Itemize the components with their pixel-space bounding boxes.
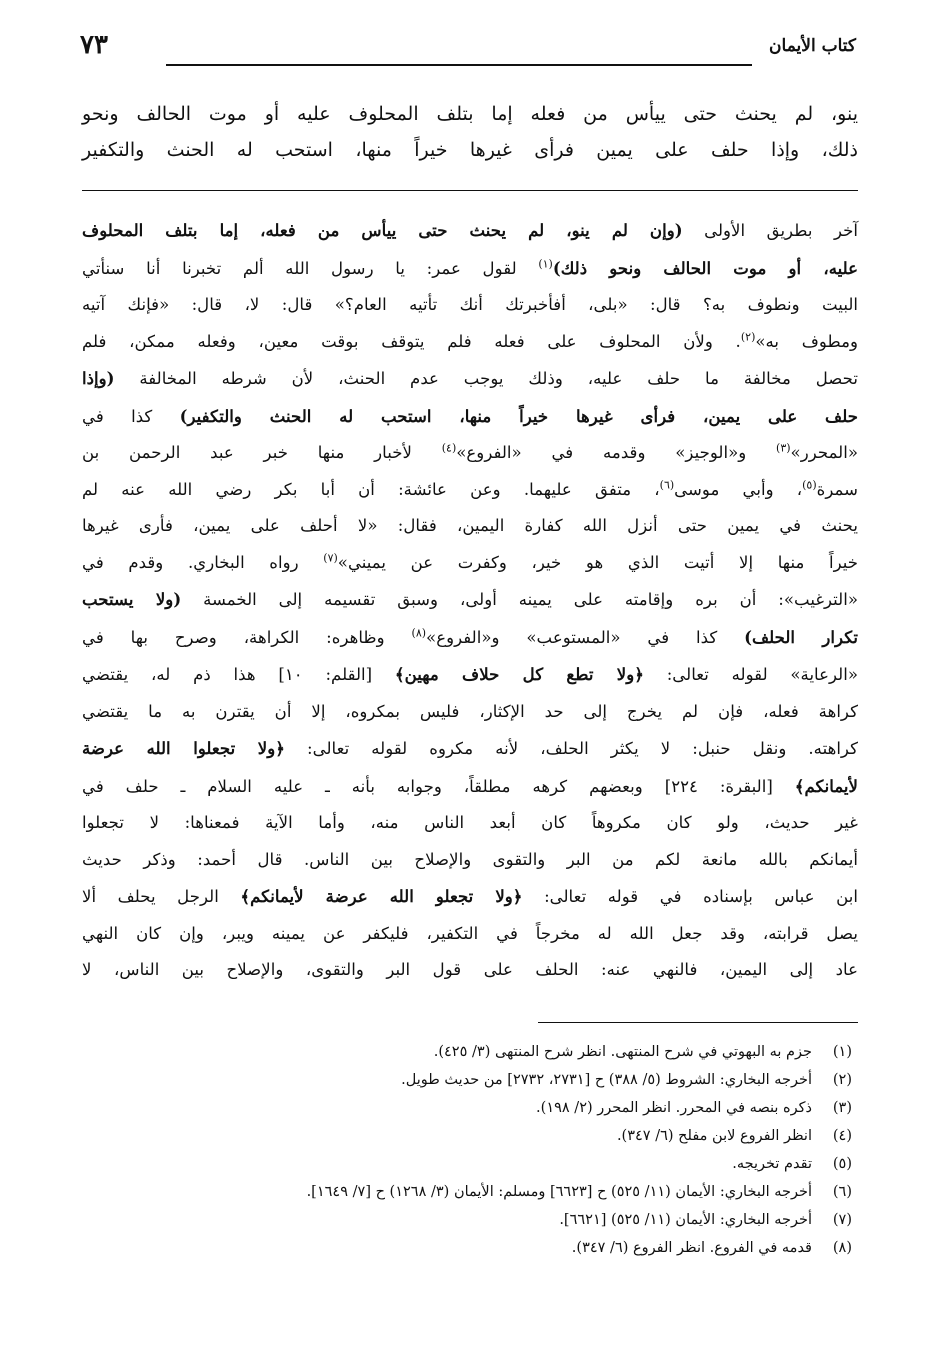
footnote-number: (٨) [832, 1240, 852, 1256]
commentary-line [82, 287, 858, 324]
footnote-text: تقدم تخريجه. [732, 1156, 812, 1172]
text-run: البيت ونطوف به؟ قال: «بلى، أفأخبرتك أنك تأتيه العام؟» قال: لا، قال: «فإنك آتيه [82, 295, 858, 314]
bold-matn-quote: (ولا يستحب [82, 589, 182, 609]
commentary-line [82, 472, 858, 509]
bold-matn-quote: ﴿ولا تجعلو الله عرضة لأيمانكم﴾ [240, 886, 523, 906]
text-run: الرجل يحلف ألا [82, 887, 241, 906]
text-run: كراهة فعله، فإن لم يخرج إلى حد الإكثار، فليس بمكروه، إلا أن يقترن به ما يقتضي [82, 701, 858, 721]
footnote-number: (٥) [832, 1156, 852, 1172]
commentary-line [82, 805, 858, 842]
commentary-line [82, 398, 858, 436]
bold-matn-quote: (وإن لم ينو، لم يحنث حتى ييأس من فعله، إما بتلف المحلوف [82, 220, 683, 240]
commentary-line [82, 730, 858, 768]
bold-matn-quote: (وإذا [82, 368, 115, 388]
text-run: وظاهره: الكراهة، وصرح بها في [82, 627, 412, 647]
text-run: عاد إلى اليمين، فالنهي عنه: الحلف على قول البر والتقوى، والإصلاح بين الناس، لا [82, 960, 858, 979]
footnote-number: (٧) [832, 1212, 852, 1228]
footnote-text: أخرجه البخاري: الأيمان (١١/ ٥٢٥) [٦٦٢١]. [559, 1212, 812, 1228]
footnote-ref: (٣) [776, 441, 791, 455]
matn-line: ينو، لم يحنث حتى ييأس من فعله إما بتلف المحلوف عليه أو موت الحالف ونحو [82, 103, 858, 125]
commentary-line [82, 508, 858, 545]
text-run: سمرة [816, 479, 858, 499]
footnote-text: قدمه في الفروع. انظر الفروع (٦/ ٣٤٧). [571, 1240, 812, 1256]
text-run: غير حديث، ولو كان مكروهاً كان أبعد الناس منه، وأما الآية فمعناها: لا تجعلوا [82, 813, 858, 832]
text-run: ابن عباس بإسناده في قوله تعالى: [522, 887, 858, 906]
matn-line: ذلك، وإذا حلف على يمين فرأى غيرها خيراً منها، استحب له الحنث والتكفير [82, 139, 858, 161]
footnote [82, 1206, 852, 1234]
footnote-text: أخرجه البخاري: الشروط (٥/ ٣٨٨) ح [٢٧٣١، ٢٧٣٢] من حديث طويل. [401, 1072, 812, 1088]
matn-separator [82, 190, 858, 191]
text-run: يحنث في يمين حتى أنزل الله كفارة اليمين، فقال: «لا أحلف على يمين، فأرى غيرها [82, 516, 858, 535]
footnote-number: (٦) [832, 1184, 852, 1200]
text-run: آخر بطريق الأولى [682, 221, 858, 240]
commentary-line [82, 212, 858, 250]
commentary-line [82, 250, 858, 288]
footnote-ref: (٤) [441, 441, 457, 455]
footnote [82, 1122, 852, 1150]
footnote-text: ذكره بنصه في المحرر. انظر المحرر (٢/ ١٩٨). [536, 1100, 812, 1116]
header-rule [166, 64, 752, 66]
footnote-ref: (١) [538, 256, 553, 270]
footnote-ref: (٥) [802, 477, 817, 491]
footnote-number: (١) [832, 1044, 852, 1060]
text-run: أيمانكم بالله مانعة لكم من البر والتقوى والإصلاح بين الناس. قال أحمد: وذكر حديث [82, 849, 858, 869]
text-run: ، متفق عليهما. وعن عائشة: أن أبا بكر رضي الله عنه لم [82, 479, 660, 499]
matn-text [82, 96, 858, 168]
bold-matn-quote: عليه، أو موت الحالف ونحو ذلك) [552, 257, 858, 278]
text-run: تحصل مخالفة ما حلف عليه، وذلك يوجب عدم الحنث، لأن شرطه المخالفة [114, 369, 858, 388]
text-run: «الرعاية» لقوله تعالى: [643, 665, 858, 684]
footnote [82, 1234, 852, 1262]
footnote [82, 1178, 852, 1206]
footnote-ref: (٧) [323, 550, 338, 564]
commentary-line [82, 768, 858, 806]
text-run: «المحرر» [790, 443, 858, 462]
text-run: رواه البخاري. وقدم في [82, 552, 324, 572]
text-run: [القلم: ١٠] هذا ذم له، يقتضي [82, 665, 395, 684]
text-run: ومطوف به» [755, 331, 859, 351]
footnote-text: أخرجه البخاري: الأيمان (١١/ ٥٢٥) ح [٦٦٢٣] ومسلم: الأيمان (٣/ ١٢٦٨) ح [٧/ ١٦٤٩]. [306, 1184, 812, 1200]
commentary-line [82, 360, 858, 398]
commentary-line [82, 952, 858, 989]
commentary-line [82, 656, 858, 694]
bold-matn-quote: ﴿ولا تطع كل حلاف مهين﴾ [394, 664, 644, 684]
commentary-line [82, 435, 858, 472]
text-run: . ولأن المحلوف على فعله فلم يتوقف بوقت معين، وفعله ممكن، فلم [82, 331, 741, 351]
running-title: كتاب الأيمان [769, 36, 856, 56]
footnote [82, 1066, 852, 1094]
footnote [82, 1150, 852, 1178]
text-run: كذا في [82, 406, 180, 426]
footnote [82, 1038, 852, 1066]
text-run: يصل قرابته، وقد جعل الله له مخرجاً في التكفير، فليكفر عن يمينه ويبر، وإن كان النهي [82, 923, 858, 943]
footnote-ref: (٢) [740, 329, 756, 343]
commentary-line [82, 916, 858, 953]
commentary-line [82, 581, 858, 619]
text-run: ، وأبي موسى [674, 479, 803, 499]
text-run: [البقرة: ٢٢٤] وبعضهم كرهه مطلقاً، وجوابه بأنه ـ عليه السلام ـ حلف في [82, 776, 795, 796]
commentary-line [82, 694, 858, 731]
footnote-text: جزم به البهوتي في شرح المنتهى. انظر شرح المنتهى (٣/ ٤٢٥). [433, 1044, 812, 1060]
commentary-line [82, 842, 858, 879]
page-number: ٧٣ [80, 30, 108, 60]
footnote-number: (٤) [832, 1128, 852, 1144]
bold-matn-quote: ﴿ولا تجعلوا الله عرضة [82, 738, 285, 758]
commentary-text [82, 212, 858, 989]
text-run: «الترغيب»: أن بره وإقامته على يمينه أولى، وسبق تقسيمه إلى الخمسة [181, 590, 858, 609]
text-run: و«الوجيز» وقدمه في «الفروع» [456, 443, 777, 462]
footnotes [82, 1038, 852, 1262]
text-run: خيراً منها إلا أتيت الذي هو خير، وكفرت عن يميني» [337, 552, 859, 572]
footnote-ref: (٦) [659, 477, 675, 491]
text-run: كراهته. ونقل حنبل: لا يكثر الحلف، لأنه مكروه لقوله تعالى: [284, 739, 858, 758]
footnote-ref: (٨) [411, 625, 427, 639]
footnote-number: (٣) [832, 1100, 852, 1116]
footnote-text: انظر الفروع لابن مفلح (٦/ ٣٤٧). [616, 1128, 812, 1144]
text-run: لقول عمر: يا رسول الله ألم تخبرنا أنا سنأتي [82, 258, 539, 278]
footnote-separator [538, 1022, 858, 1023]
text-run: لأخبار منها خبر عبد الرحمن بن [82, 443, 442, 462]
bold-matn-quote: تكرار الحلف) [744, 626, 858, 647]
commentary-line [82, 878, 858, 916]
page-header [80, 30, 856, 70]
commentary-line [82, 619, 858, 657]
commentary-line [82, 545, 858, 582]
bold-matn-quote: لأيمانكم﴾ [794, 775, 859, 796]
footnote-number: (٢) [832, 1072, 852, 1088]
footnote [82, 1094, 852, 1122]
commentary-line [82, 324, 858, 361]
bold-matn-quote: حلف على يمين، فرأى غيرها خيراً منها، استحب له الحنث والتكفير) [179, 405, 858, 426]
text-run: كذا في «المستوعب» و«الفروع» [426, 627, 745, 647]
